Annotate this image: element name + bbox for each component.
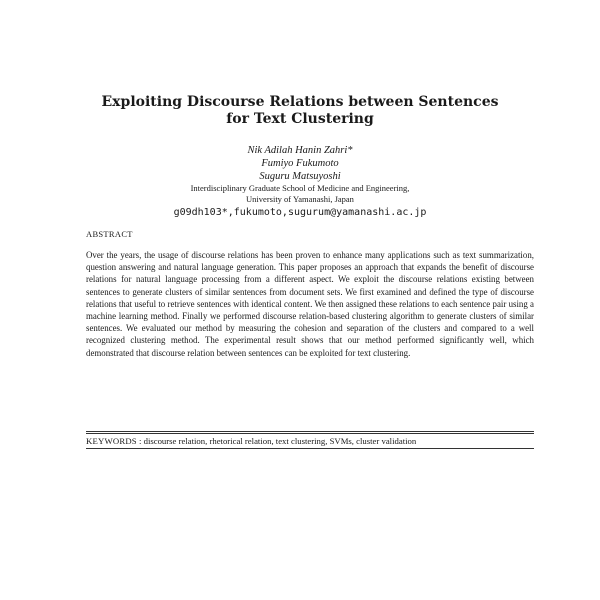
author-list [100, 144, 500, 183]
title-line-1: Exploiting Discourse Relations between Sentences [101, 94, 499, 110]
affiliation [100, 183, 500, 205]
keywords-bottom-rule [86, 448, 534, 449]
affiliation-line-2: University of Yamanashi, Japan [246, 194, 354, 204]
paper-title [60, 94, 540, 128]
abstract-text: Over the years, the usage of discourse relations has been proven to enhance many applications such as text summarization, question answering and natural language generation. This paper proposes an approach that expands the benefit of discourse relations for natural language processing from a different aspect. We exploit the discourse relations existing between sentences to generate clusters of similar sentences from document sets. We first examined and defined the type of discourse relations that useful to retrieve sentences with identical content. We then assigned these relations to each sentence pair using a machine learning method. Finally we performed discourse relation-based clustering algorithm to generate clusters of similar sentences. We evaluated our method by measuring the cohesion and separation of the clusters and compared to a well recognized clustering method. The experimental result shows that our method performed significantly well, which demonstrated that discourse relation between sentences can be exploited for text clustering. [86, 250, 534, 358]
author-email: g09dh103*,fukumoto,sugurum@yamanashi.ac.jp [173, 207, 427, 218]
keywords-top-rule-double [86, 433, 534, 434]
affiliation-line-1: Interdisciplinary Graduate School of Medicine and Engineering, [190, 183, 410, 193]
author-name: Fumiyo Fukumoto [261, 158, 339, 169]
author-name: Suguru Matsuyoshi [259, 171, 341, 182]
keywords-list: discourse relation, rhetorical relation, text clustering, SVMs, cluster validation [143, 436, 417, 446]
keywords-top-rule [86, 431, 534, 432]
keywords-label: KEYWORDS [86, 436, 137, 446]
title-line-2: for Text Clustering [226, 111, 374, 127]
abstract-heading: ABSTRACT [86, 229, 133, 239]
keywords-line [86, 435, 534, 447]
author-name: Nik Adilah Hanin Zahri* [247, 145, 353, 156]
keywords-separator: : [136, 436, 144, 446]
